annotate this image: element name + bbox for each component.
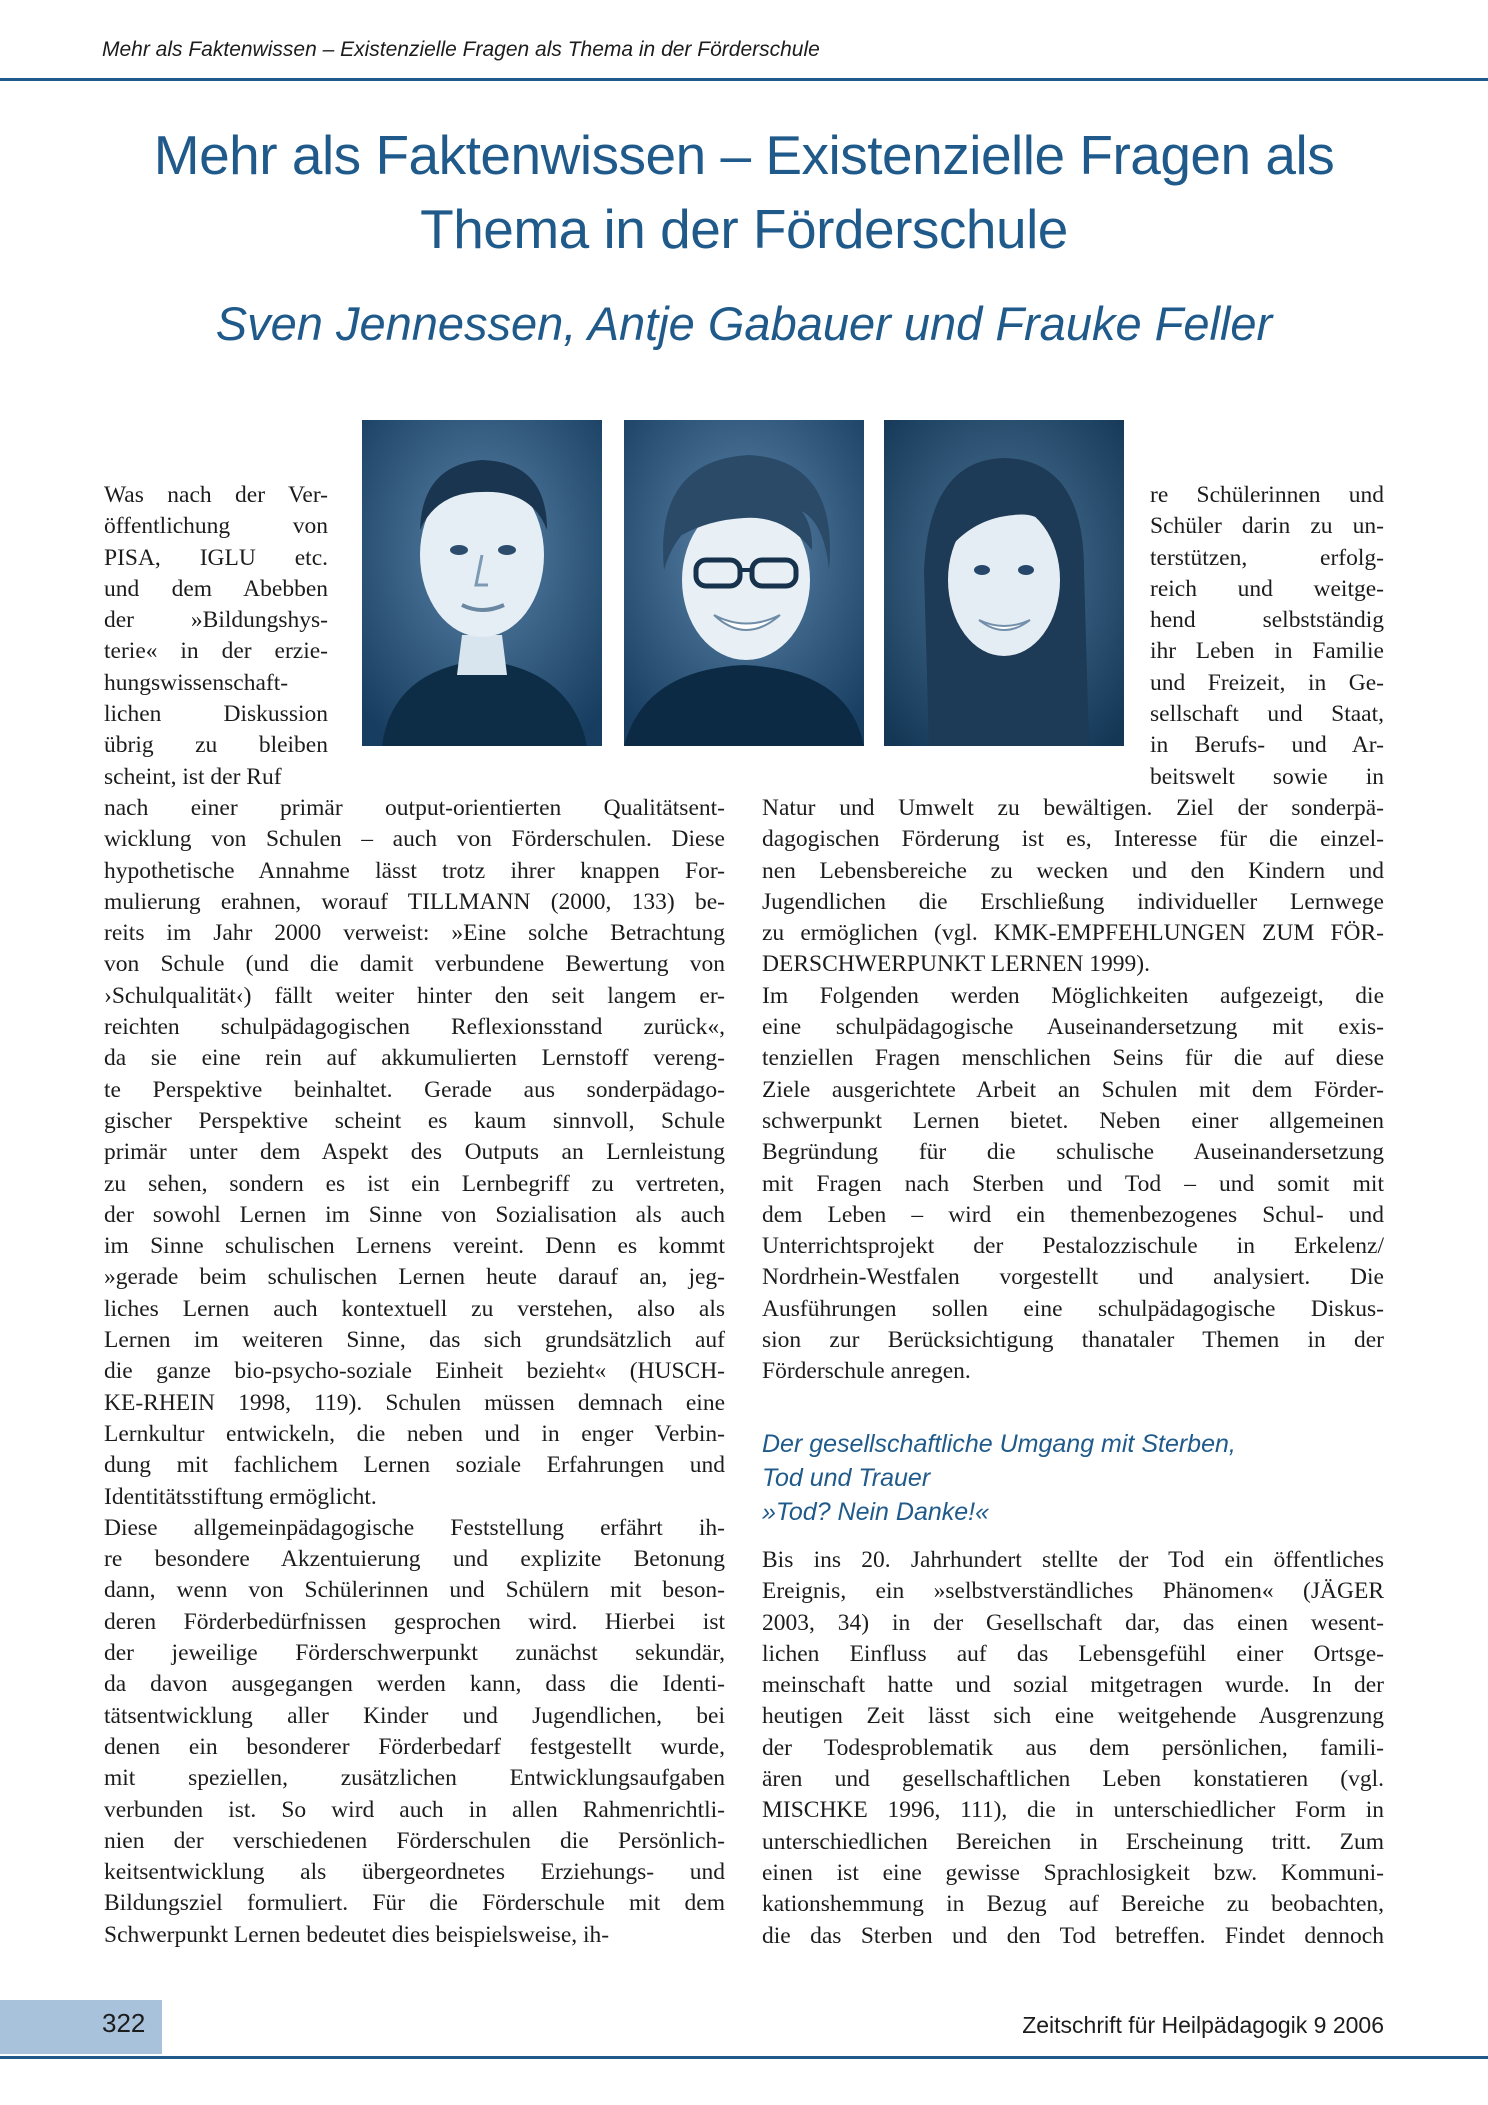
text-line: meinschaft hatte und sozial mitgetragen wurde. In der	[762, 1672, 1384, 1699]
text-line: mit speziellen, zusätzlichen Entwicklungsaufgaben	[104, 1765, 725, 1792]
text-line: Förderschule anregen.	[762, 1358, 971, 1385]
text-line: und dem Abebben	[104, 575, 328, 602]
author-photo-2	[624, 420, 864, 746]
journal-citation: Zeitschrift für Heilpädagogik 9 2006	[1022, 2012, 1384, 2038]
text-line: hungswissenschaft-	[104, 669, 289, 696]
text-line: im Sinne schulischen Lernens vereint. Denn es kommt	[104, 1233, 725, 1260]
text-line: mit Fragen nach Sterben und Tod – und somit mit	[762, 1170, 1384, 1197]
author-photo-1	[362, 420, 602, 746]
text-line: PISA, IGLU etc.	[104, 544, 328, 571]
text-line: dann, wenn von Schülerinnen und Schülern mit beson-	[104, 1577, 725, 1604]
text-line: ›Schulqualität‹) fällt weiter hinter den seit langem er-	[104, 982, 725, 1009]
text-line: dung mit fachlichem Lernen soziale Erfahrungen und	[104, 1452, 725, 1479]
text-line: reich und weitge-	[1150, 575, 1384, 602]
article-title	[0, 118, 1488, 266]
text-line: »gerade beim schulischen Lernen heute darauf an, jeg-	[104, 1264, 725, 1291]
text-line: Ereignis, ein »selbstverständliches Phänomen« (JÄGER	[762, 1578, 1384, 1605]
text-line: der Todesproblematik aus dem persönlichen, famili-	[762, 1734, 1384, 1761]
text-line: Unterrichtsprojekt der Pestalozzischule in Erkelenz/	[762, 1233, 1384, 1260]
text-line: Identitätsstiftung ermöglicht.	[104, 1483, 377, 1510]
text-line: dagogischen Förderung ist es, Interesse für die einzel-	[762, 826, 1384, 853]
text-line: wicklung von Schulen – auch von Förderschulen. Diese	[104, 826, 725, 853]
text-line: dem Leben – wird ein themenbezogenes Schul- und	[762, 1201, 1384, 1228]
text-line: 2003, 34) in der Gesellschaft dar, das einen wesent-	[762, 1609, 1384, 1636]
body-right-column	[762, 793, 1384, 1388]
text-line: liches Lernen auch kontextuell zu verstehen, also als	[104, 1295, 725, 1322]
text-line: öffentlichung von	[104, 513, 328, 540]
text-line: keitsentwicklung als übergeordnetes Erziehungs- und	[104, 1859, 725, 1886]
text-line: gischer Perspektive scheint es kaum sinnvoll, Schule	[104, 1107, 725, 1134]
text-line: Was nach der Ver-	[104, 482, 328, 508]
intro-right-column	[1150, 480, 1384, 793]
text-line: Schwerpunkt Lernen bedeutet dies beispielsweise, ih-	[104, 1921, 610, 1948]
text-line: re Schülerinnen und	[1150, 482, 1384, 508]
heading-line: »Tod? Nein Danke!«	[762, 1498, 990, 1526]
text-line: beitswelt sowie in	[1150, 763, 1384, 790]
text-line: nien der verschiedenen Förderschulen die Persönlich-	[104, 1827, 725, 1854]
title-line: Thema in der Förderschule	[420, 198, 1068, 260]
text-line: DERSCHWERPUNKT LERNEN 1999).	[762, 951, 1150, 978]
text-line: denen ein besonderer Förderbedarf festgestellt wurde,	[104, 1733, 725, 1760]
text-line: nen Lebensbereiche zu wecken und den Kindern und	[762, 857, 1384, 884]
footer-rule	[0, 2056, 1488, 2059]
text-line: tätsentwicklung aller Kinder und Jugendlichen, bei	[104, 1702, 725, 1729]
text-line: Nordrhein-Westfalen vorgestellt und analysiert. Die	[762, 1264, 1384, 1291]
text-line: tenziellen Fragen menschlichen Seins für die auf diese	[762, 1045, 1384, 1072]
page-number: 322	[102, 2008, 146, 2038]
running-head: Mehr als Faktenwissen – Existenzielle Fragen als Thema in der Förderschule	[102, 38, 820, 61]
text-line: reichten schulpädagogischen Reflexionsstand zurück«,	[104, 1014, 725, 1041]
text-line: da davon ausgegangen werden kann, dass die Identi-	[104, 1671, 725, 1698]
text-line: die das Sterben und den Tod betreffen. Findet dennoch	[762, 1922, 1384, 1949]
text-line: eine schulpädagogische Auseinandersetzung mit exis-	[762, 1014, 1384, 1041]
body-right-column-section	[762, 1545, 1384, 1952]
text-line: die ganze bio-psycho-soziale Einheit bezieht« (HUSCH-	[104, 1358, 725, 1385]
text-line: hypothetische Annahme lässt trotz ihrer knappen For-	[104, 857, 725, 884]
text-line: der sowohl Lernen im Sinne von Sozialisation als auch	[104, 1201, 725, 1228]
text-line: Bildungsziel formuliert. Für die Förderschule mit dem	[104, 1890, 725, 1917]
title-line: Mehr als Faktenwissen – Existenzielle Fragen als	[153, 124, 1335, 186]
text-line: scheint, ist der Ruf	[104, 763, 282, 790]
text-line: Natur und Umwelt zu bewältigen. Ziel der sonderpä-	[762, 795, 1384, 821]
text-line: der jeweilige Förderschwerpunkt zunächst sekundär,	[104, 1640, 725, 1667]
body-left-column	[104, 793, 725, 1951]
text-line: terie« in der erzie-	[104, 638, 328, 665]
text-line: Schüler darin zu un-	[1150, 513, 1384, 540]
text-line: Im Folgenden werden Möglichkeiten aufgezeigt, die	[762, 982, 1384, 1009]
text-line: primär unter dem Aspekt des Outputs an Lernleistung	[104, 1139, 725, 1166]
text-line: ihr Leben in Familie	[1150, 638, 1384, 665]
text-line: Lernkultur entwickeln, die neben und in enger Verbin-	[104, 1420, 725, 1447]
text-line: heutigen Zeit lässt sich eine weitgehende Ausgrenzung	[762, 1703, 1384, 1730]
text-line: lichen Einfluss auf das Lebensgefühl einer Ortsge-	[762, 1640, 1384, 1667]
text-line: von Schule (und die damit verbundene Bewertung von	[104, 951, 725, 978]
text-line: lichen Diskussion	[104, 701, 328, 728]
text-line: te Perspektive beinhaltet. Gerade aus sonderpädago-	[104, 1076, 725, 1103]
text-line: der »Bildungshys-	[104, 607, 328, 634]
text-line: Bis ins 20. Jahrhundert stellte der Tod ein öffentliches	[762, 1547, 1384, 1573]
header-rule	[0, 78, 1488, 81]
author-photo-3	[884, 420, 1124, 746]
text-line: ären und gesellschaftlichen Leben konstatieren (vgl.	[762, 1766, 1384, 1793]
text-line: re besondere Akzentuierung und explizite Betonung	[104, 1546, 725, 1573]
text-line: in Berufs- und Ar-	[1150, 732, 1384, 759]
text-line: Jugendlichen die Erschließung individueller Lernwege	[762, 888, 1384, 915]
text-line: terstützen, erfolg-	[1150, 544, 1384, 571]
text-line: sion zur Berücksichtigung thanataler Themen in der	[762, 1327, 1384, 1354]
heading-line: Der gesellschaftliche Umgang mit Sterben,	[762, 1430, 1236, 1458]
text-line: zu ermöglichen (vgl. KMK-EMPFEHLUNGEN ZUM FÖR-	[762, 920, 1384, 947]
text-line: verbunden ist. So wird auch in allen Rahmenrichtli-	[104, 1796, 725, 1823]
text-line: unterschiedlichen Bereichen in Erscheinung tritt. Zum	[762, 1828, 1384, 1855]
text-line: Ziele ausgerichtete Arbeit an Schulen mit dem Förder-	[762, 1076, 1384, 1103]
text-line: schwerpunkt Lernen bietet. Neben einer allgemeinen	[762, 1107, 1384, 1134]
text-line: hend selbstständig	[1150, 607, 1384, 634]
text-line: mulierung erahnen, worauf TILLMANN (2000, 133) be-	[104, 888, 725, 915]
text-line: Ausführungen sollen eine schulpädagogische Diskus-	[762, 1295, 1384, 1322]
intro-left-column	[104, 480, 328, 793]
section-heading	[762, 1427, 1384, 1529]
text-line: deren Förderbedürfnissen gesprochen wird. Hierbei ist	[104, 1608, 725, 1635]
text-line: kationshemmung in Bezug auf Bereiche zu beobachten,	[762, 1891, 1384, 1918]
text-line: Lernen im weiteren Sinne, das sich grundsätzlich auf	[104, 1327, 725, 1354]
text-line: nach einer primär output-orientierten Qualitätsent-	[104, 795, 725, 821]
text-line: zu sehen, sondern es ist ein Lernbegriff zu vertreten,	[104, 1170, 725, 1197]
heading-line: Tod und Trauer	[762, 1464, 931, 1492]
text-line: und Freizeit, in Ge-	[1150, 669, 1384, 696]
text-line: da sie eine rein auf akkumulierten Lernstoff vereng-	[104, 1045, 725, 1072]
text-line: Diese allgemeinpädagogische Feststellung erfährt ih-	[104, 1514, 725, 1541]
text-line: reits im Jahr 2000 verweist: »Eine solche Betrachtung	[104, 920, 725, 947]
text-line: sellschaft und Staat,	[1150, 701, 1384, 728]
text-line: einen ist eine gewisse Sprachlosigkeit bzw. Kommuni-	[762, 1859, 1384, 1886]
text-line: KE-RHEIN 1998, 119). Schulen müssen demnach eine	[104, 1389, 725, 1416]
text-line: MISCHKE 1996, 111), die in unterschiedlicher Form in	[762, 1797, 1384, 1824]
text-line: Begründung für die schulische Auseinandersetzung	[762, 1139, 1384, 1166]
text-line: übrig zu bleiben	[104, 732, 328, 759]
authors: Sven Jennessen, Antje Gabauer und Frauke Feller	[215, 297, 1273, 350]
